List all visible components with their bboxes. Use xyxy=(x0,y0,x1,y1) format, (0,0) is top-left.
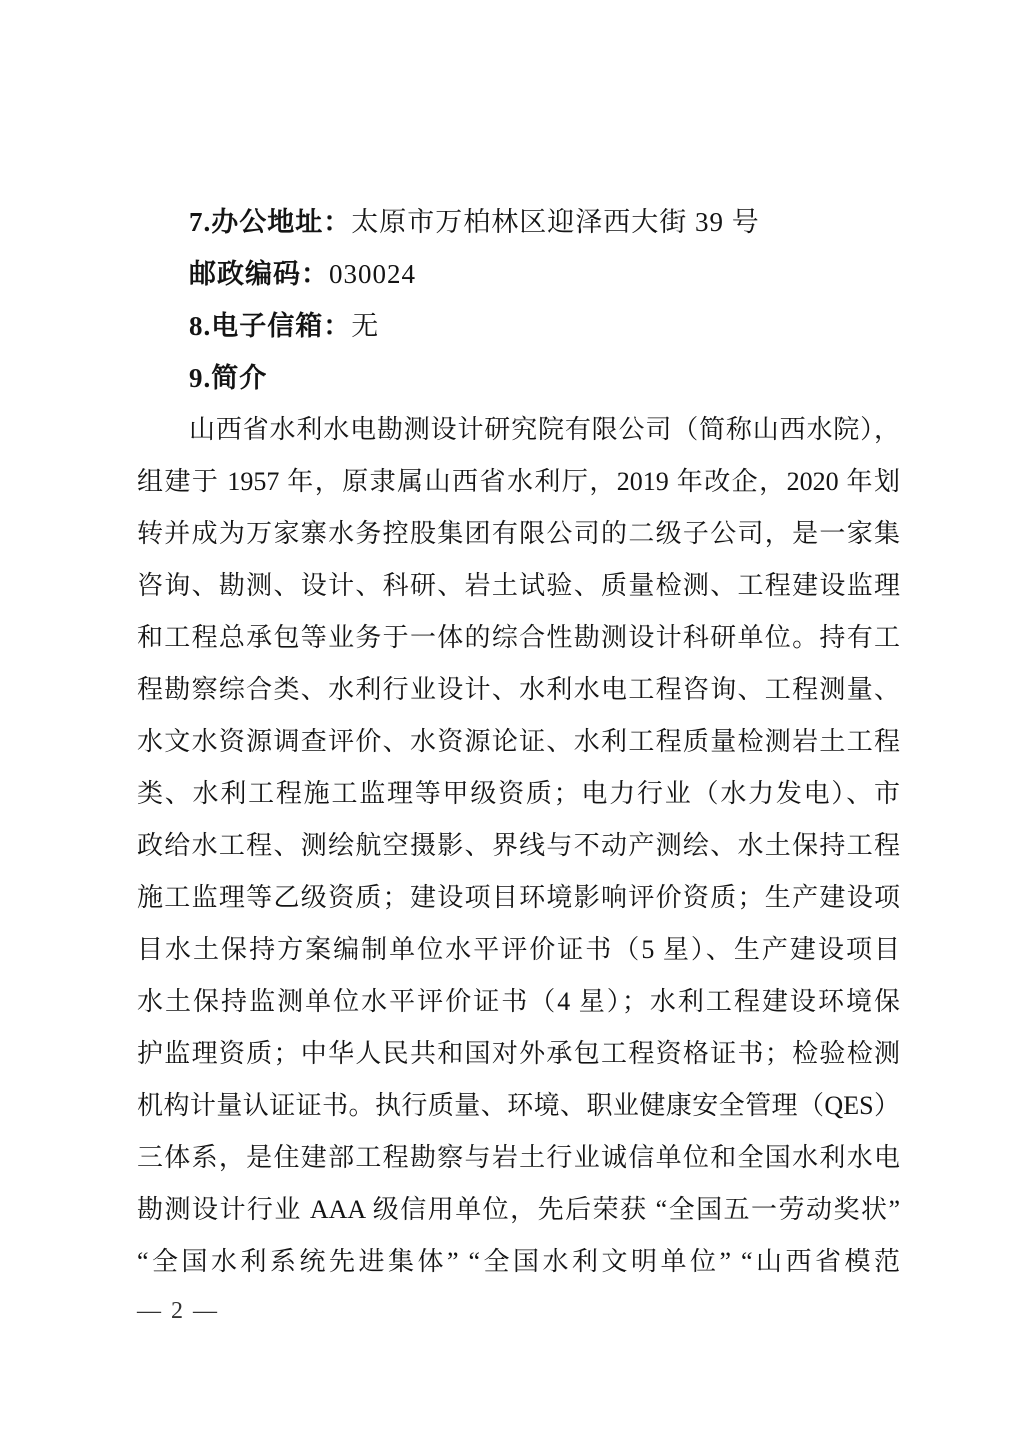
paragraph-line: 转并成为万家寨水务控股集团有限公司的二级子公司，是一家集 xyxy=(137,519,900,548)
field-postal-code-label: 邮政编码： xyxy=(189,259,329,289)
paragraph-line: 勘测设计行业 AAA 级信用单位，先后荣获 “全国五一劳动奖状” xyxy=(137,1195,900,1224)
paragraph-line: 护监理资质；中华人民共和国对外承包工程资格证书；检验检测 xyxy=(137,1039,900,1068)
paragraph-line: 机构计量认证证书。执行质量、环境、职业健康安全管理（QES） xyxy=(137,1091,900,1120)
paragraph-line: 政给水工程、测绘航空摄影、界线与不动产测绘、水土保持工程 xyxy=(137,831,900,860)
paragraph-line: 施工监理等乙级资质；建设项目环境影响评价资质；生产建设项 xyxy=(137,883,900,912)
paragraph-line: 山西省水利水电勘测设计研究院有限公司（简称山西水院）， xyxy=(189,415,900,444)
paragraph-line: 组建于 1957 年，原隶属山西省水利厅，2019 年改企，2020 年划 xyxy=(137,467,900,496)
intro-paragraph xyxy=(137,404,900,1288)
field-office-address-value: 太原市万柏林区迎泽西大街 39 号 xyxy=(351,207,760,237)
field-email-value: 无 xyxy=(351,311,380,341)
paragraph-line: 程勘察综合类、水利行业设计、水利水电工程咨询、工程测量、 xyxy=(137,675,900,704)
paragraph-line: 咨询、勘测、设计、科研、岩土试验、质量检测、工程建设监理 xyxy=(137,571,900,600)
paragraph-line: 和工程总承包等业务于一体的综合性勘测设计科研单位。持有工 xyxy=(137,623,900,652)
paragraph-line: “全国水利系统先进集体” “全国水利文明单位” “山西省模范 xyxy=(137,1247,900,1276)
field-email-label: 8.电子信箱： xyxy=(189,311,352,341)
field-postal-code-value: 030024 xyxy=(329,259,416,289)
paragraph-line: 目水土保持方案编制单位水平评价证书（5 星）、生产建设项目 xyxy=(137,935,900,964)
section-heading-intro xyxy=(137,352,900,404)
field-office-address-label: 7.办公地址： xyxy=(189,207,352,237)
field-office-address xyxy=(137,196,900,248)
field-postal-code xyxy=(137,248,900,300)
paragraph-line: 类、水利工程施工监理等甲级资质；电力行业（水力发电）、市 xyxy=(137,779,900,808)
field-email xyxy=(137,300,900,352)
paragraph-line: 水文水资源调查评价、水资源论证、水利工程质量检测岩土工程 xyxy=(137,727,900,756)
paragraph-line: 水土保持监测单位水平评价证书（4 星）；水利工程建设环境保 xyxy=(137,987,900,1016)
section-heading-intro-label: 9.简介 xyxy=(189,363,268,393)
page-number: — 2 — xyxy=(137,1298,219,1324)
document-content xyxy=(137,196,900,1334)
paragraph-line: 三体系，是住建部工程勘察与岩土行业诚信单位和全国水利水电 xyxy=(137,1143,900,1172)
